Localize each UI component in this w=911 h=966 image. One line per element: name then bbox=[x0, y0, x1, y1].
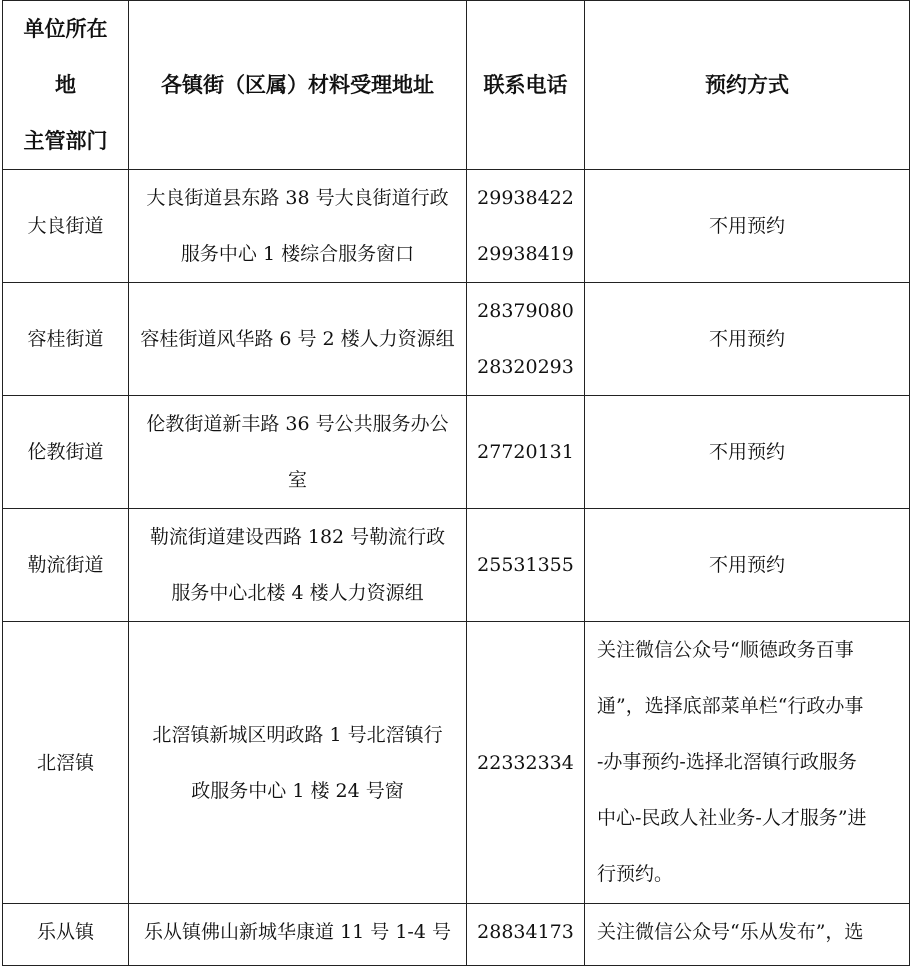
table-row bbox=[3, 904, 910, 966]
phone-number: 28379080 bbox=[477, 300, 574, 322]
phone-cell: 27720131 bbox=[467, 396, 585, 509]
address-line: 大良街道县东路 38 号大良街道行政 bbox=[146, 187, 449, 209]
booking-cell bbox=[585, 904, 910, 966]
booking-cell: 不用预约 bbox=[585, 283, 910, 396]
table-row bbox=[3, 396, 910, 509]
phone-number: 28320293 bbox=[477, 356, 574, 378]
address-line: 服务中心北楼 4 楼人力资源组 bbox=[171, 582, 424, 604]
phone-cell bbox=[467, 283, 585, 396]
address-cell bbox=[129, 396, 467, 509]
phone-cell bbox=[467, 904, 585, 966]
unit-cell: 大良街道 bbox=[3, 170, 129, 283]
table-row bbox=[3, 622, 910, 904]
booking-line: 行预约。 bbox=[597, 863, 674, 885]
unit-text: 乐从镇 bbox=[36, 921, 94, 943]
phone-cell bbox=[467, 170, 585, 283]
booking-cell bbox=[585, 622, 910, 904]
address-line: 政服务中心 1 楼 24 号窗 bbox=[191, 779, 404, 802]
address-cell: 容桂街道风华路 6 号 2 楼人力资源组 bbox=[129, 283, 467, 396]
phone-number: 28834173 bbox=[477, 921, 574, 943]
table-header-row bbox=[3, 1, 910, 170]
table-row bbox=[3, 283, 910, 396]
booking-line: -办事预约-选择北滘镇行政服务 bbox=[597, 751, 857, 773]
phone-number: 29938419 bbox=[477, 243, 574, 265]
header-unit bbox=[3, 1, 129, 170]
unit-cell: 容桂街道 bbox=[3, 283, 129, 396]
address-cell bbox=[129, 622, 467, 904]
header-unit-line: 地 bbox=[55, 72, 76, 97]
address-line: 乐从镇佛山新城华康道 11 号 1-4 号 bbox=[144, 921, 451, 943]
booking-line: 关注微信公众号“乐从发布”，选 bbox=[597, 921, 864, 943]
header-unit-line: 主管部门 bbox=[23, 128, 108, 153]
table-row bbox=[3, 170, 910, 283]
unit-cell bbox=[3, 904, 129, 966]
address-line: 北滘镇新城区明政路 1 号北滘镇行 bbox=[152, 723, 443, 746]
address-cell bbox=[129, 904, 467, 966]
service-address-table bbox=[2, 0, 910, 966]
unit-cell: 勒流街道 bbox=[3, 509, 129, 622]
booking-line: 中心-民政人社业务-人才服务”进 bbox=[597, 807, 867, 829]
phone-cell: 22332334 bbox=[467, 622, 585, 904]
header-phone: 联系电话 bbox=[467, 1, 585, 170]
header-address: 各镇街（区属）材料受理地址 bbox=[129, 1, 467, 170]
unit-cell: 北滘镇 bbox=[3, 622, 129, 904]
booking-cell: 不用预约 bbox=[585, 396, 910, 509]
phone-number: 29938422 bbox=[477, 187, 574, 209]
header-booking: 预约方式 bbox=[585, 1, 910, 170]
booking-cell: 不用预约 bbox=[585, 170, 910, 283]
address-cell bbox=[129, 170, 467, 283]
address-cell bbox=[129, 509, 467, 622]
booking-line: 通”，选择底部菜单栏“行政办事 bbox=[597, 695, 864, 717]
booking-line: 关注微信公众号“顺德政务百事 bbox=[597, 639, 854, 661]
unit-cell: 伦教街道 bbox=[3, 396, 129, 509]
address-line: 室 bbox=[287, 469, 307, 491]
booking-cell: 不用预约 bbox=[585, 509, 910, 622]
address-line: 勒流街道建设西路 182 号勒流行政 bbox=[149, 526, 446, 548]
phone-cell: 25531355 bbox=[467, 509, 585, 622]
header-unit-line: 单位所在 bbox=[23, 16, 108, 41]
table-row bbox=[3, 509, 910, 622]
address-line: 服务中心 1 楼综合服务窗口 bbox=[180, 243, 415, 265]
address-line: 伦教街道新丰路 36 号公共服务办公 bbox=[146, 413, 449, 435]
